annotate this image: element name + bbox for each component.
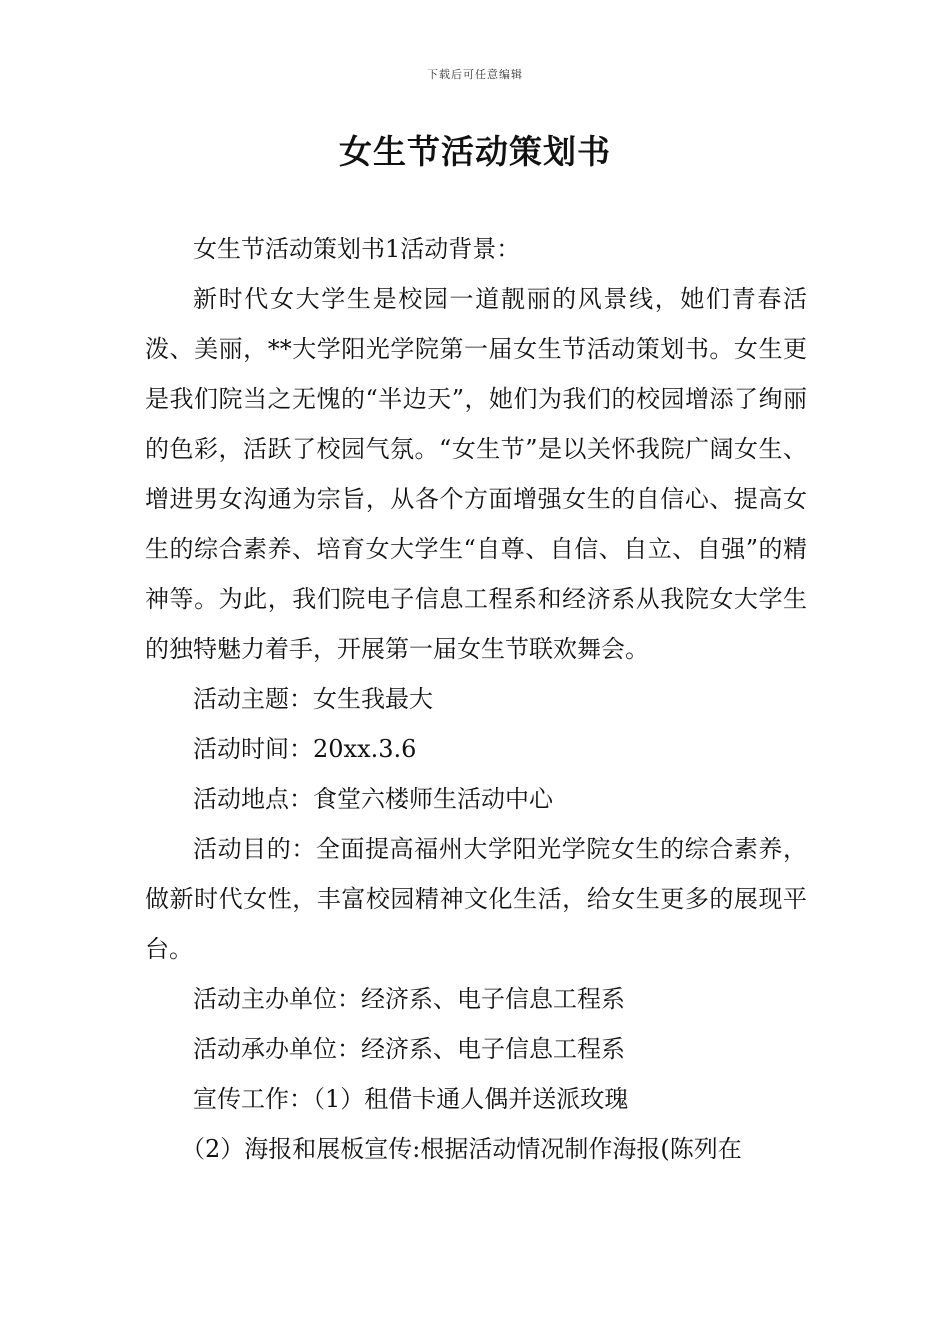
paragraph-organizer: 活动主办单位：经济系、电子信息工程系 <box>193 985 625 1013</box>
document-title: 女生节活动策划书 <box>339 132 611 171</box>
paragraph-publicity: 宣传工作：（1）租借卡通人偶并送派玫瑰 <box>193 1085 629 1113</box>
paragraph-purpose: 活动目的：全面提高福州大学阳光学院女生的综合素养，做新时代女性，丰富校园精神文化生活，给女生更多的展现平台。 <box>145 835 807 963</box>
document-body <box>145 224 807 1174</box>
page-header-note: 下载后可任意编辑 <box>427 68 523 81</box>
paragraph-background: 新时代女大学生是校园一道靓丽的风景线，她们青春活泼、美丽，**大学阳光学院第一届女生节活动策划书。女生更是我们院当之无愧的“半边天”，她们为我们的校园增添了绚丽的色彩，活跃了校园气氛。“女生节”是以关怀我院广阔女生、增进男女沟通为宗旨，从各个方面增强女生的自信心、提高女生的综合素养、培育女大学生“自尊、自信、自立、自强”的精神等。为此，我们院电子信息工程系和经济系从我院女大学生的独特魅力着手，开展第一届女生节联欢舞会。 <box>145 285 807 663</box>
paragraph-background-heading: 女生节活动策划书1活动背景： <box>193 235 521 263</box>
paragraph-time: 活动时间：20xx.3.6 <box>193 735 417 763</box>
paragraph-location: 活动地点：食堂六楼师生活动中心 <box>193 785 553 813</box>
paragraph-publicity-poster: （2）海报和展板宣传:根据活动情况制作海报(陈列在 <box>181 1135 742 1163</box>
paragraph-theme: 活动主题：女生我最大 <box>193 685 433 713</box>
paragraph-host: 活动承办单位：经济系、电子信息工程系 <box>193 1035 625 1063</box>
